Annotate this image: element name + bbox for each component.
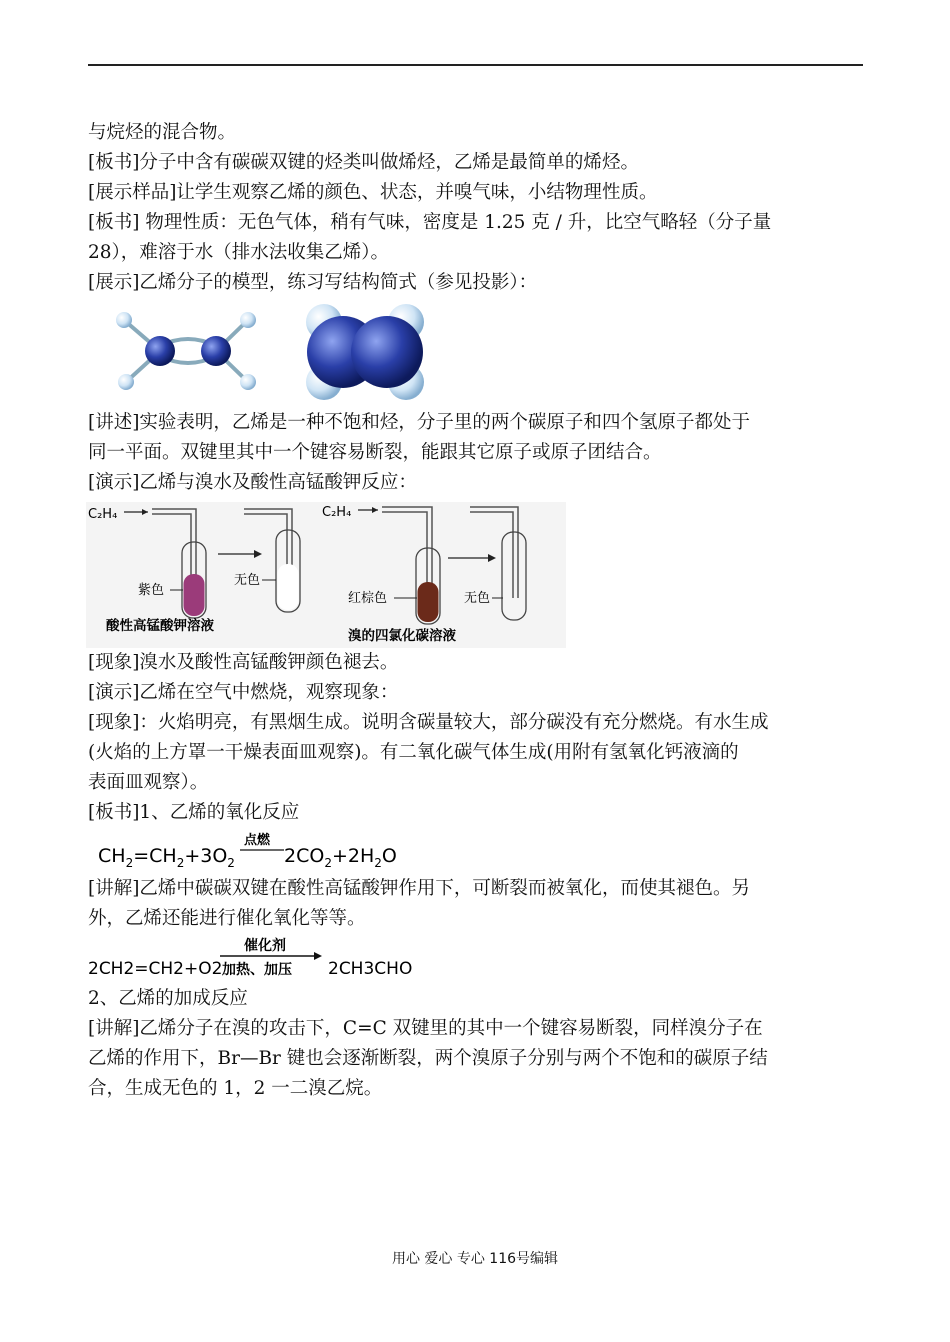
header-rule (88, 64, 863, 66)
colorless-label: 无色 (234, 573, 261, 588)
combustion-equation (88, 828, 866, 874)
condition-heat-pressure: 加热、加压 (222, 962, 292, 978)
paragraph: [演示]乙烯在空气中燃烧，观察现象： (88, 682, 399, 703)
space-filling-model (306, 304, 424, 400)
paragraph: 与烷烃的混合物。 (88, 122, 237, 143)
svg-text:2CO2+2H2O: $2CO_2+2H_2O$ (284, 845, 397, 870)
permanganate-caption: 酸性高锰酸钾溶液 (106, 618, 214, 634)
ball-and-stick-model (116, 312, 256, 390)
c2h4-label-2: C₂H₄ (322, 505, 352, 520)
paragraph: 28），难溶于水（排水法收集乙烯）。 (88, 242, 390, 263)
purple-label: 紫色 (138, 583, 165, 598)
page-footer: 用心 爱心 专心 116号编辑 (391, 1251, 559, 1267)
paragraph: [现象]溴水及酸性高锰酸钾颜色褪去。 (88, 652, 399, 673)
catalytic-oxidation-equation (88, 934, 866, 984)
paragraph: 2、乙烯的加成反应 (88, 988, 248, 1009)
condition-catalyst: 催化剂 (244, 938, 286, 954)
experiment-svg (86, 502, 566, 648)
paragraph: [讲解]乙烯分子在溴的攻击下，C=C 双键里的其中一个键容易断裂，同样溴分子在 (88, 1018, 763, 1039)
ethylene-model-figure (88, 304, 866, 408)
paragraph: [板书] 物理性质：无色气体，稍有气味，密度是 1.25 克 / 升，比空气略轻（分子量 (88, 212, 772, 233)
condition-ignite: 点燃 (244, 833, 271, 848)
paragraph: (火焰的上方罩一干燥表面皿观察)。有二氧化碳气体生成(用附有氢氧化钙液滴的 (88, 742, 739, 763)
paragraph: 乙烯的作用下，Br—Br 键也会逐渐断裂，两个溴原子分别与两个不饱和的碳原子结 (88, 1048, 768, 1069)
paragraph: [展示]乙烯分子的模型，练习写结构简式（参见投影）： (88, 272, 538, 293)
ethylene-models-svg (88, 304, 448, 408)
equation-left: 2CH2=CH2+O2 (88, 959, 223, 979)
paragraph: 外，乙烯还能进行催化氧化等等。 (88, 908, 366, 929)
bromine-caption: 溴的四氯化碳溶液 (348, 628, 456, 644)
redbrown-label: 红棕色 (348, 591, 388, 606)
paragraph: [讲解]乙烯中碳碳双键在酸性高锰酸钾作用下，可断裂而被氧化，而使其褪色。另 (88, 878, 750, 899)
c2h4-label: C₂H₄ (88, 507, 118, 522)
reaction-experiment-figure (86, 502, 866, 648)
colorless-label-2: 无色 (464, 591, 491, 606)
document-body (88, 118, 866, 1104)
paragraph: [讲述]实验表明，乙烯是一种不饱和烃，分子里的两个碳原子和四个氢原子都处于 (88, 412, 750, 433)
paragraph: [演示]乙烯与溴水及酸性高锰酸钾反应： (88, 472, 417, 493)
paragraph: 表面皿观察）。 (88, 772, 209, 793)
svg-text:CH2=CH2+3O2: $CH_2=CH_2+3O_2$ (98, 845, 235, 870)
paragraph: [现象]：火焰明亮，有黑烟生成。说明含碳量较大，部分碳没有充分燃烧。有水生成 (88, 712, 769, 733)
paragraph: [板书]1、乙烯的氧化反应 (88, 802, 300, 823)
paragraph: 合，生成无色的 1，2 一二溴乙烷。 (88, 1078, 383, 1099)
paragraph: 同一平面。双键里其中一个键容易断裂，能跟其它原子或原子团结合。 (88, 442, 662, 463)
paragraph: [展示样品]让学生观察乙烯的颜色、状态，并嗅气味，小结物理性质。 (88, 182, 658, 203)
equation-right: 2CH3CHO (328, 959, 413, 979)
paragraph: [板书]分子中含有碳碳双键的烃类叫做烯烃，乙烯是最简单的烯烃。 (88, 152, 639, 173)
